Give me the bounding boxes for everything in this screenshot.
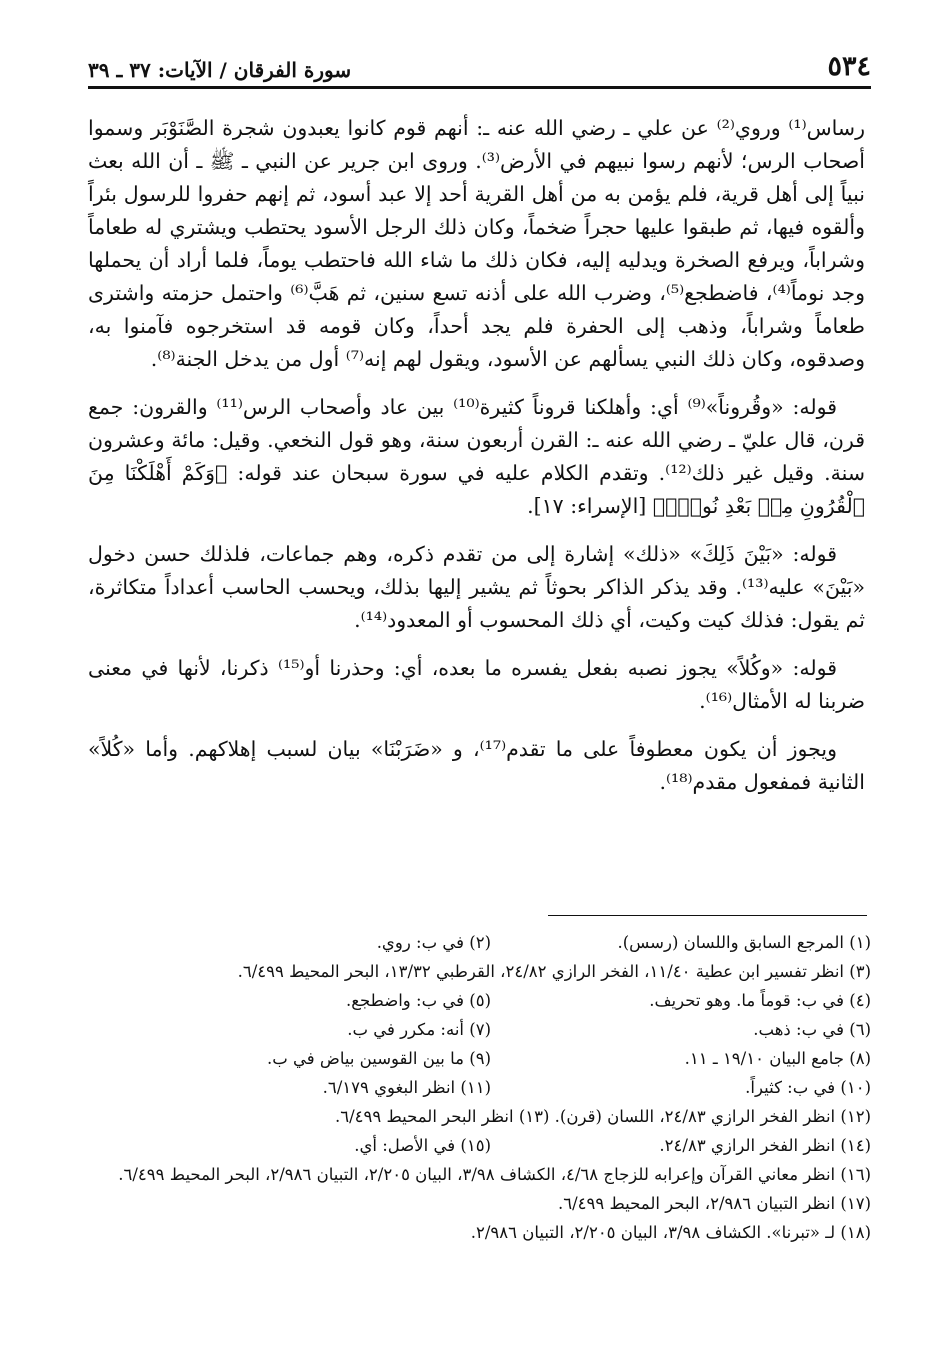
footnote: (١٤) انظر الفخر الرازي ٢٤/٨٣. <box>659 1136 871 1155</box>
footnote-line <box>96 1044 871 1073</box>
main-text <box>88 112 865 814</box>
footnote-line <box>96 1160 871 1189</box>
footnote-line <box>96 1073 871 1102</box>
footnote: (١٨) لـ «تبرنا». الكشاف ٣/٩٨، البيان ٢/٢٠٥، التبيان ٢/٩٨٦. <box>470 1223 871 1242</box>
footnote: (٧) أنه: مكرر في ب. <box>347 1020 491 1039</box>
footnote-line <box>96 1189 871 1218</box>
page-header <box>88 50 871 90</box>
footnote: (٣) انظر تفسير ابن عطية ١١/٤٠، الفخر الرازي ٢٤/٨٢، القرطبي ١٣/٣٢، البحر المحيط ٦/٤٩٩. <box>237 962 871 981</box>
footnotes <box>96 928 871 1247</box>
footnote-line <box>96 928 871 957</box>
footnote: (١٥) في الأصل: أي. <box>354 1136 491 1155</box>
page-number: ٥٣٤ <box>827 51 871 82</box>
footnote: (١٦) انظر معاني القرآن وإعرابه للزجاج ٤/٦٨، الكشاف ٣/٩٨، البيان ٢/٢٠٥، التبيان ٢/٩٨٦، البحر المحيط ٦/٤٩٩. <box>118 1165 871 1184</box>
paragraph: قوله: «وقُروناً»⁽⁹⁾ أي: وأهلكنا قروناً كثيرة⁽¹⁰⁾ بين عاد وأصحاب الرس⁽¹¹⁾ والقرون: جمع قرن، قال عليّ ـ رضي الله عنه ـ: القرن أربعون سنة، وهو قول النخعي. وقيل: مائة وعشرون سنة. وقيل غير ذلك⁽¹²⁾. وتقدم الكلام عليه في سورة سبحان عند قوله: ﴿وَكَمْ أَهْلَكْنَا مِنَ ٱلْقُرُونِ مِنۢ بَعْدِ نُوحٍۢ﴾ [الإسراء: ١٧]. <box>88 395 865 518</box>
footnote: (١٧) انظر التبيان ٢/٩٨٦، البحر المحيط ٦/٤٩٩. <box>558 1194 871 1213</box>
footnote-separator <box>548 915 867 916</box>
footnote-line <box>96 1102 871 1131</box>
footnote-line <box>96 1015 871 1044</box>
footnote: (٩) ما بين القوسين بياض في ب. <box>266 1049 491 1068</box>
footnote-line <box>96 957 871 986</box>
footnote-line <box>96 986 871 1015</box>
paragraph: رساس⁽¹⁾ وروي⁽²⁾ عن علي ـ رضي الله عنه ـ: أنهم قوم كانوا يعبدون شجرة الصَّنَوْبَر وسموا أصحاب الرس؛ لأنهم رسوا نبيهم في الأرض⁽³⁾. وروى ابن جرير عن النبي ـ ﷺ ـ أن الله بعث نبياً إلى أهل قرية، فلم يؤمن به من أهل القرية أحد إلا عبد أسود، ثم إنهم حفروا للرسول بئراً وألقوه فيها، ثم طبقوا عليها حجراً ضخماً، وكان ذلك الرجل الأسود يحتطب ويشتري له طعاماً وشراباً، ويرفع الصخرة ويدليه إليه، فكان ذلك ما شاء الله فاحتطب يوماً، فلما أراد أن يحملها وجد نوماً⁽⁴⁾، فاضطجع⁽⁵⁾، وضرب الله على أذنه تسع سنين، ثم هَبَّ⁽⁶⁾ واحتمل حزمته واشترى طعاماً وشراباً، وذهب إلى الحفرة فلم يجد أحداً، وكان قومه قد استخرجوه فآمنوا به، وصدقوه، وكان ذلك النبي يسألهم عن الأسود، ويقول لهم إنه⁽⁷⁾ أول من يدخل الجنة⁽⁸⁾. <box>88 116 865 371</box>
footnote: (٦) في ب: ذهب. <box>753 1020 871 1039</box>
header-rule <box>88 86 871 89</box>
paragraph: ويجوز أن يكون معطوفاً على ما تقدم⁽¹⁷⁾، و «ضَرَبْنَا» بيان لسبب إهلاكهم. وأما «كُلاً» الثانية فمفعول مقدم⁽¹⁸⁾. <box>88 737 865 794</box>
running-title: سورة الفرقان / الآيات: ٣٧ ـ ٣٩ <box>88 58 352 82</box>
footnote: (٢) في ب: روي. <box>376 933 491 952</box>
footnote: (١) المرجع السابق واللسان (رسس). <box>617 933 871 952</box>
footnote-line <box>96 1218 871 1247</box>
paragraph: قوله: «وكُلاً» يجوز نصبه بفعل يفسره ما بعده، أي: وحذرنا أو⁽¹⁵⁾ ذكرنا، لأنها في معنى ضربنا له الأمثال⁽¹⁶⁾. <box>88 656 865 713</box>
footnote: (٨) جامع البيان ١٩/١٠ ـ ١١. <box>684 1049 871 1068</box>
footnote: (١٢) انظر الفخر الرازي ٢٤/٨٣، اللسان (قرن). (١٣) انظر البحر المحيط ٦/٤٩٩. <box>334 1107 871 1126</box>
paragraph: قوله: «بَيْنَ ذَلِكَ» «ذلك» إشارة إلى من تقدم ذكره، وهم جماعات، فلذلك حسن دخول «بَيْنَ» عليه⁽¹³⁾. وقد يذكر الذاكر بحوثاً ثم يشير إليها بذلك، ويحسب الحاسب أعداداً متكاثرة، ثم يقول: فذلك كيت وكيت، أي ذلك المحسوب أو المعدود⁽¹⁴⁾. <box>88 542 865 632</box>
footnote: (٥) في ب: واضطجع. <box>346 991 491 1010</box>
footnote: (٤) في ب: قوماً ما. وهو تحريف. <box>649 991 871 1010</box>
footnote: (١١) انظر البغوي ٦/١٧٩. <box>322 1078 491 1097</box>
footnote: (١٠) في ب: كثيراً. <box>745 1078 871 1097</box>
footnote-line <box>96 1131 871 1160</box>
